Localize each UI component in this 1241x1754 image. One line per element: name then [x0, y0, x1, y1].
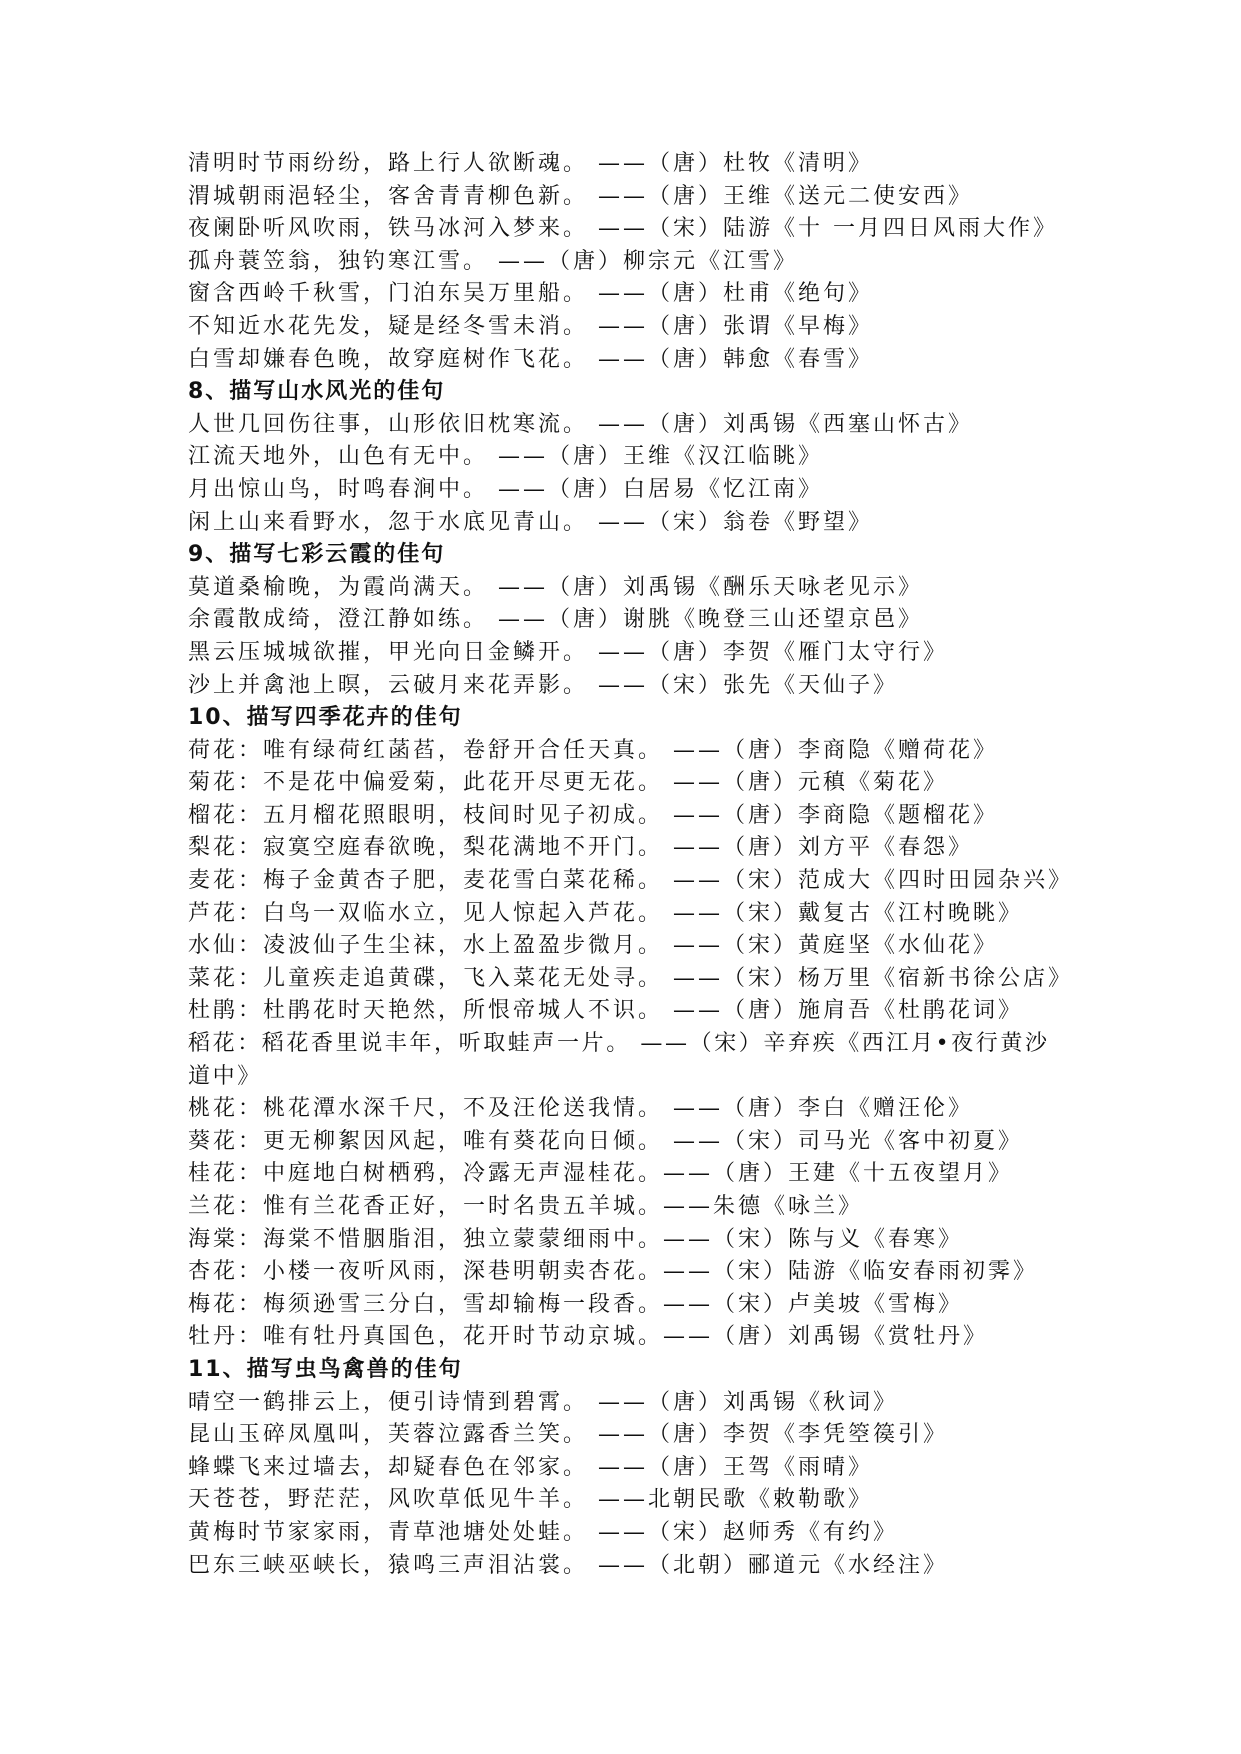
poem-line: 杜鹃：杜鹃花时天艳然，所恨帝城人不识。 ——（唐）施肩吾《杜鹃花词》 [188, 998, 1023, 1024]
poem-line: 兰花：惟有兰花香正好，一时名贵五羊城。——朱德《咏兰》 [188, 1194, 864, 1219]
poem-line: 天苍苍，野茫茫，风吹草低见牛羊。 ——北朝民歌《敕勒歌》 [188, 1487, 873, 1513]
poem-line: 余霞散成绮，澄江静如练。 ——（唐）谢朓《晚登三山还望京邑》 [188, 607, 923, 633]
poem-line: 渭城朝雨浥轻尘，客舍青青柳色新。 ——（唐）王维《送元二使安西》 [188, 183, 973, 209]
poem-line: 夜阑卧听风吹雨，铁马冰河入梦来。 ——（宋）陆游《十 一月四日风雨大作》 [188, 216, 1058, 242]
poem-line: 葵花：更无柳絮因风起，唯有葵花向日倾。 ——（宋）司马光《客中初夏》 [188, 1128, 1023, 1154]
poem-line: 清明时节雨纷纷，路上行人欲断魂。 ——（唐）杜牧《清明》 [188, 151, 873, 176]
poem-line: 水仙：凌波仙子生尘袜，水上盈盈步微月。 ——（宋）黄庭坚《水仙花》 [188, 933, 998, 959]
poem-line: 巴东三峡巫峡长，猿鸣三声泪沾裳。 ——（北朝）郦道元《水经注》 [188, 1552, 948, 1578]
poem-line: 海棠：海棠不惜胭脂泪，独立蒙蒙细雨中。——（宋）陈与义《春寒》 [188, 1226, 964, 1252]
poem-line: 蜂蝶飞来过墙去，却疑春色在邻家。 ——（唐）王驾《雨晴》 [188, 1454, 873, 1480]
poem-line: 昆山玉碎凤凰叫，芙蓉泣露香兰笑。 ——（唐）李贺《李凭箜篌引》 [188, 1422, 948, 1448]
poem-line: 榴花：五月榴花照眼明，枝间时见子初成。 ——（唐）李商隐《题榴花》 [188, 802, 998, 828]
poem-line: 沙上并禽池上暝，云破月来花弄影。 ——（宋）张先《天仙子》 [188, 672, 898, 698]
poem-line: 牡丹：唯有牡丹真国色，花开时节动京城。——（唐）刘禹锡《赏牡丹》 [188, 1324, 989, 1350]
poem-line: 黑云压城城欲摧，甲光向日金鳞开。 ——（唐）李贺《雁门太守行》 [188, 639, 948, 665]
section-heading: 8、描写山水风光的佳句 [188, 379, 446, 405]
poem-line: 不知近水花先发，疑是经冬雪未消。 ——（唐）张谓《早梅》 [188, 313, 873, 339]
poem-line: 荷花：唯有绿荷红菡萏，卷舒开合任天真。 ——（唐）李商隐《赠荷花》 [188, 737, 998, 763]
poem-line: 桃花：桃花潭水深千尺，不及汪伦送我情。 ——（唐）李白《赠汪伦》 [188, 1096, 973, 1122]
poem-line: 人世几回伤往事，山形依旧枕寒流。 ——（唐）刘禹锡《西塞山怀古》 [188, 411, 973, 437]
poem-line: 莫道桑榆晚，为霞尚满天。 ——（唐）刘禹锡《酬乐天咏老见示》 [188, 574, 923, 600]
poem-line: 菊花：不是花中偏爱菊，此花开尽更无花。 ——（唐）元稹《菊花》 [188, 770, 948, 796]
poem-line: 晴空一鹤排云上，便引诗情到碧霄。 ——（唐）刘禹锡《秋词》 [188, 1389, 898, 1415]
poem-line: 稻花：稻花香里说丰年，听取蛙声一片。 ——（宋）辛弃疾《西江月•夜行黄沙道中》 [188, 1031, 1050, 1089]
poem-line: 闲上山来看野水，忽于水底见青山。 ——（宋）翁卷《野望》 [188, 509, 873, 535]
section-heading: 9、描写七彩云霞的佳句 [188, 542, 446, 568]
poem-line: 桂花：中庭地白树栖鸦，冷露无声湿桂花。——（唐）王建《十五夜望月》 [188, 1161, 1014, 1187]
poem-line: 窗含西岭千秋雪，门泊东吴万里船。 ——（唐）杜甫《绝句》 [188, 281, 873, 307]
poem-line: 江流天地外，山色有无中。 ——（唐）王维《汉江临眺》 [188, 444, 823, 470]
poem-line: 梨花：寂寞空庭春欲晚，梨花满地不开门。 ——（唐）刘方平《春怨》 [188, 835, 973, 861]
poem-line: 杏花：小楼一夜听风雨，深巷明朝卖杏花。——（宋）陆游《临安春雨初霁》 [188, 1259, 1039, 1285]
poem-line: 菜花：儿童疾走追黄碟，飞入菜花无处寻。 ——（宋）杨万里《宿新书徐公店》 [188, 965, 1073, 991]
poem-line: 孤舟蓑笠翁，独钓寒江雪。 ——（唐）柳宗元《江雪》 [188, 248, 798, 274]
document-body [188, 148, 1073, 1582]
poem-line: 月出惊山鸟，时鸣春涧中。 ——（唐）白居易《忆江南》 [188, 476, 823, 502]
poem-line: 梅花：梅须逊雪三分白，雪却输梅一段香。——（宋）卢美坡《雪梅》 [188, 1291, 964, 1317]
poem-line: 白雪却嫌春色晚，故穿庭树作飞花。 ——（唐）韩愈《春雪》 [188, 346, 873, 372]
poem-line: 麦花：梅子金黄杏子肥，麦花雪白菜花稀。 ——（宋）范成大《四时田园杂兴》 [188, 868, 1073, 894]
section-heading: 10、描写四季花卉的佳句 [188, 705, 463, 731]
poem-line: 芦花：白鸟一双临水立，见人惊起入芦花。 ——（宋）戴复古《江村晚眺》 [188, 900, 1023, 926]
poem-line: 黄梅时节家家雨，青草池塘处处蛙。 ——（宋）赵师秀《有约》 [188, 1519, 898, 1545]
section-heading: 11、描写虫鸟禽兽的佳句 [188, 1356, 463, 1382]
